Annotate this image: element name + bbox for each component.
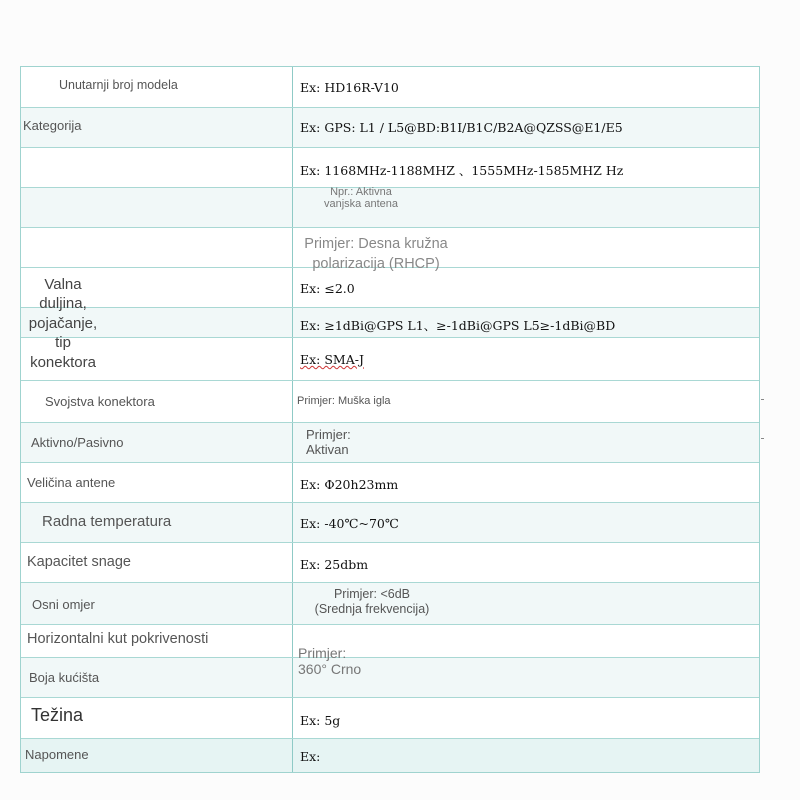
column-divider — [292, 698, 293, 738]
column-divider — [292, 658, 293, 697]
table-row — [21, 308, 759, 338]
table-row — [21, 583, 759, 625]
row-label: Osni omjer — [32, 597, 95, 612]
row-value: Ex: — [300, 749, 321, 764]
row-value: Ex: 25dbm — [300, 557, 369, 572]
column-divider — [292, 338, 293, 380]
table-row — [21, 543, 759, 583]
row-value: Ex: GPS: L1 / L5@BD:B1I/B1C/B2A@QZSS@E1/E5 — [300, 120, 623, 135]
column-divider — [292, 308, 293, 337]
row-label: Aktivno/Pasivno — [31, 435, 124, 450]
table-row — [21, 188, 759, 228]
row-label: Radna temperatura — [42, 513, 172, 530]
table-row — [21, 625, 759, 658]
table-row — [21, 423, 759, 463]
row-label: Kapacitet snage — [27, 554, 131, 570]
column-divider — [292, 381, 293, 422]
table-row — [21, 381, 759, 423]
column-divider — [292, 625, 293, 657]
table-row — [21, 739, 759, 772]
row-value: Ex: SMA-J — [300, 352, 364, 367]
row-value: Ex: ≥1dBi@GPS L1、≥-1dBi@GPS L5≥-1dBi@BD — [300, 318, 616, 333]
row-value: Ex: 1168MHz-1188MHZ 、1555MHz-1585MHZ Hz — [300, 163, 624, 178]
column-divider — [292, 228, 293, 267]
table-row — [21, 503, 759, 543]
table-row — [21, 463, 759, 503]
column-divider — [292, 423, 293, 462]
table-row — [21, 658, 759, 698]
table-row — [21, 698, 759, 739]
row-value: Primjer: Desna kružna polarizacija (RHCP) — [304, 236, 448, 272]
row-label: Veličina antene — [27, 475, 116, 490]
row-value: Npr.: Aktivna vanjska antena — [324, 186, 398, 211]
column-divider — [292, 543, 293, 582]
table-row — [21, 228, 759, 272]
row-value: Primjer: Aktivan — [306, 427, 351, 457]
table-row — [21, 148, 759, 188]
row-value: Ex: Φ20h23mm — [300, 477, 399, 492]
row-label: Napomene — [25, 747, 89, 762]
column-divider — [292, 583, 293, 624]
row-value: Ex: -40℃~70℃ — [300, 516, 399, 531]
table-row — [21, 67, 759, 108]
column-divider — [292, 188, 293, 227]
table-row — [21, 338, 759, 381]
edge-mark — [761, 399, 764, 400]
row-value: Primjer: <6dB (Srednja frekvencija) — [314, 587, 430, 616]
row-value: Primjer: 360° Crno — [298, 645, 362, 677]
column-divider — [292, 463, 293, 502]
row-value: Ex: HD16R-V10 — [300, 80, 399, 95]
row-label: Težina — [31, 705, 84, 725]
row-label: Horizontalni kut pokrivenosti — [27, 631, 209, 647]
row-label: Unutarnji broj modela — [59, 78, 178, 92]
table-row — [21, 268, 759, 308]
row-value: Ex: 5g — [300, 713, 341, 728]
row-value: Ex: ≤2.0 — [300, 281, 355, 296]
column-divider — [292, 108, 293, 147]
column-divider — [292, 67, 293, 107]
edge-mark — [761, 438, 764, 439]
row-label: Svojstva konektora — [45, 394, 155, 409]
row-label: Boja kućišta — [29, 670, 100, 685]
column-divider — [292, 268, 293, 307]
column-divider — [292, 503, 293, 542]
row-value: Primjer: Muška igla — [297, 395, 391, 407]
table-row — [21, 108, 759, 148]
column-divider — [292, 739, 293, 772]
column-divider — [292, 148, 293, 187]
merged-row-label: Valna duljina, pojačanje, tip konektora — [28, 276, 98, 371]
spec-table — [20, 66, 760, 773]
row-label: Kategorija — [23, 118, 82, 133]
